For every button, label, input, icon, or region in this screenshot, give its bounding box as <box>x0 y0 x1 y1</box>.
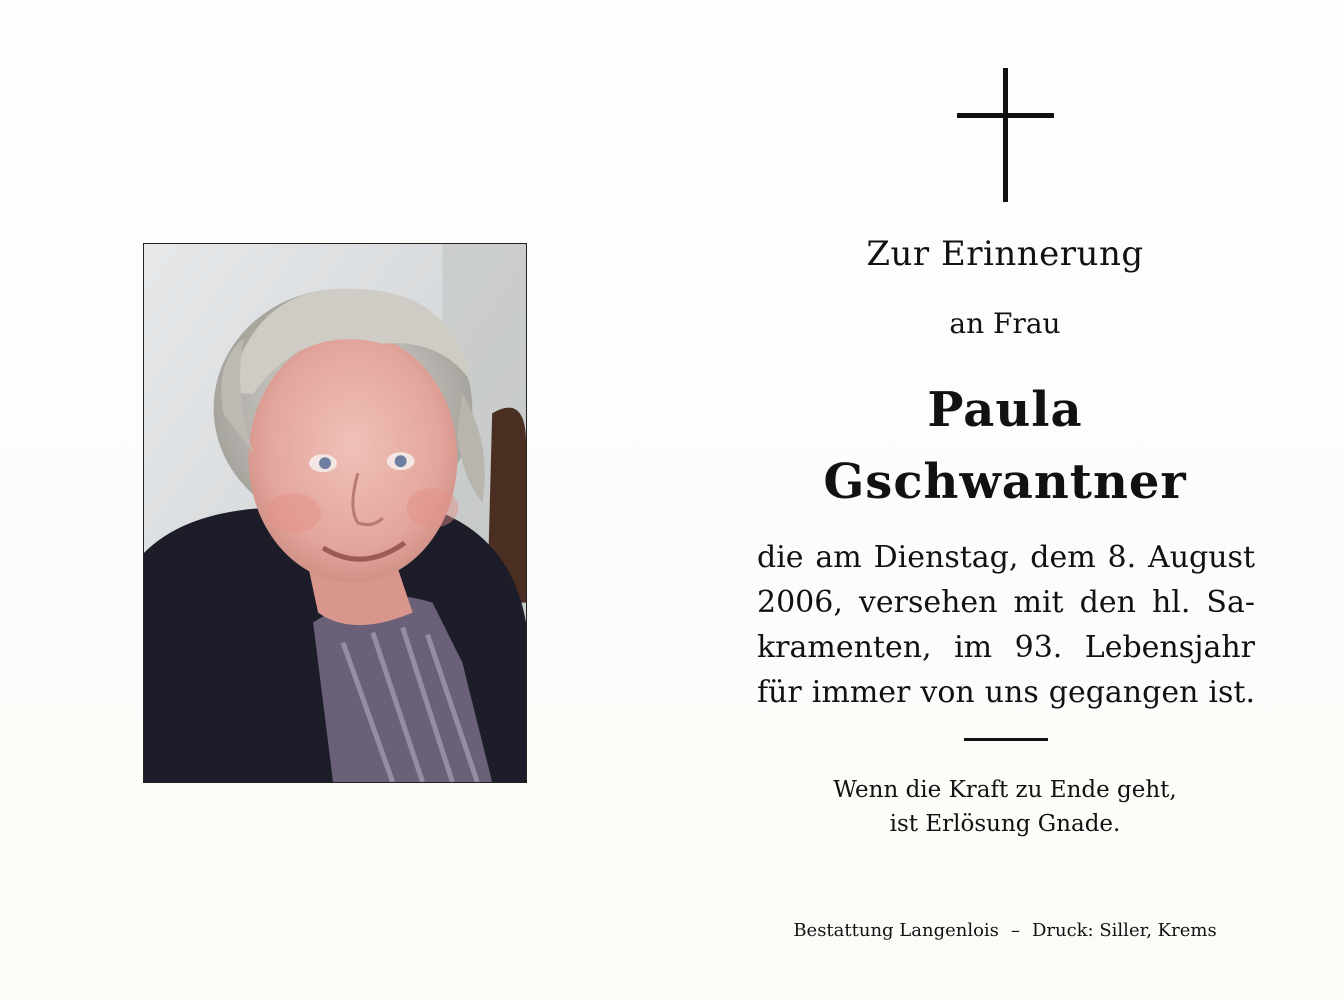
memorial-quote <box>720 773 1290 841</box>
deceased-first-name: Paula <box>927 382 1083 438</box>
latin-cross-icon <box>957 68 1054 202</box>
quote-line: ist Erlösung Gnade. <box>889 811 1121 837</box>
card-footer <box>720 920 1290 941</box>
portrait-photo <box>143 243 527 783</box>
deceased-last-name: Gschwantner <box>823 454 1187 510</box>
obituary-line: für immer von uns gegangen ist. <box>757 675 1255 710</box>
obituary-text <box>757 535 1255 715</box>
obituary-line: die am Dienstag, dem 8. August <box>757 540 1255 575</box>
obituary-line: 2006, versehen mit den hl. Sa- <box>757 585 1255 620</box>
obituary-line: kramenten, im 93. Lebensjahr <box>757 630 1255 665</box>
portrait-illustration <box>144 244 526 782</box>
card-heading: Zur Erinnerung <box>866 234 1144 274</box>
card-subheading: an Frau <box>949 307 1061 340</box>
cross-vertical-bar <box>1003 68 1008 202</box>
cross-horizontal-bar <box>957 113 1054 118</box>
quote-line: Wenn die Kraft zu Ende geht, <box>833 777 1177 803</box>
footer-separator: – <box>1010 920 1020 941</box>
divider-rule <box>964 738 1048 741</box>
funeral-home-credit: Bestattung Langenlois <box>793 920 999 941</box>
printer-credit: Druck: Siller, Krems <box>1031 920 1217 941</box>
